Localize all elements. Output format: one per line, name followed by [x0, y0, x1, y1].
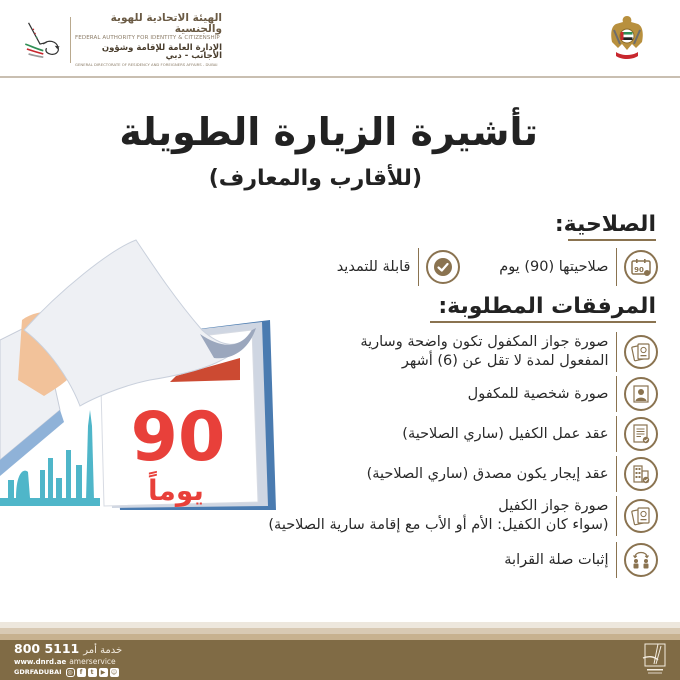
phone-number[interactable]: 800 5111 — [14, 641, 80, 656]
attachment-item-tenancy-contract — [367, 456, 658, 492]
checkmark-icon — [432, 256, 454, 278]
row-divider — [616, 248, 618, 286]
amer-service-ar: خدمة أمر — [83, 645, 123, 656]
svg-text:90: 90 — [634, 266, 644, 274]
attachment-item-kinship-proof — [504, 542, 658, 578]
validity-heading: الصلاحية: — [555, 212, 656, 237]
page-title: تأشيرة الزيارة الطويلة — [119, 110, 538, 154]
validity-extendable-text: قابلة للتمديد — [336, 258, 411, 275]
authority-name-ar: الهيئة الاتحادية للهوية والجنسية — [110, 12, 222, 35]
validity-item-duration — [499, 248, 658, 286]
social-handle: GDRFADUBAI — [14, 668, 62, 677]
authority-name-en: FEDERAL AUTHORITY FOR IDENTITY & CITIZENSHIP — [75, 35, 220, 42]
header-divider — [0, 76, 680, 78]
calendar-90-days-icon — [630, 256, 652, 278]
year-of-tolerance-logo-icon — [642, 642, 668, 678]
calendar-illustration — [0, 210, 290, 510]
instagram-icon[interactable]: ◎ — [67, 668, 73, 676]
contract-document-icon — [630, 423, 652, 445]
youtube-icon[interactable]: ▶ — [99, 668, 108, 677]
footer-stripes — [0, 622, 680, 640]
page-subtitle: (للأقارب والمعارف) — [208, 166, 422, 191]
building-icon — [630, 463, 652, 485]
row-divider — [616, 542, 618, 578]
directorate-name-en: GENERAL DIRECTORATE OF RESIDENCY AND FOREIGNERS AFFAIRS - DUBAI — [75, 61, 218, 67]
passport-icon — [630, 505, 652, 527]
attachment-item-sponsor-passport — [268, 496, 658, 536]
heading-underline — [568, 239, 656, 241]
days-number: 90 — [130, 398, 226, 477]
relationship-people-icon — [630, 549, 652, 571]
attachment-item-personal-photo — [468, 376, 658, 412]
attachment-text: عقد إيجار يكون مصدق (ساري الصلاحية) — [366, 465, 609, 482]
twitter-icon[interactable]: t — [88, 668, 97, 677]
passport-icon — [630, 341, 652, 363]
website-link[interactable]: www.dnrd.ae — [14, 658, 67, 666]
validity-item-extendable — [337, 248, 460, 286]
attachment-text: إثبات صلة القرابة — [504, 551, 609, 568]
attachment-text: عقد عمل الكفيل (ساري الصلاحية) — [402, 425, 609, 442]
row-divider — [616, 332, 618, 372]
attachment-item-employment-contract — [402, 416, 658, 452]
row-divider — [616, 496, 618, 536]
footer — [0, 640, 680, 680]
row-divider — [616, 456, 618, 492]
authority-name-block — [75, 13, 222, 66]
attachment-text: صورة شخصية للمكفول — [467, 385, 609, 402]
attachments-heading: المرفقات المطلوبة: — [438, 294, 656, 319]
row-divider — [616, 376, 618, 412]
header — [0, 0, 680, 78]
uae-emblem-icon — [608, 14, 646, 62]
amer-service-en: amerservice — [69, 657, 116, 666]
validity-duration-text: صلاحيتها (90) يوم — [499, 258, 609, 275]
falcon-logo-icon — [22, 15, 66, 65]
federal-authority-logo — [22, 14, 222, 66]
facebook-icon[interactable]: f — [77, 668, 86, 677]
row-divider — [418, 248, 420, 286]
attachment-text: صورة جواز المكفول تكون واضحة وسارية المفعول لمدة لا تقل عن (6) أشهر — [360, 334, 609, 369]
personal-photo-icon — [630, 383, 652, 405]
attachment-text: صورة جواز الكفيل (سواء كان الكفيل: الأم أو الأب مع إقامة سارية الصلاحية) — [268, 498, 609, 533]
logo-divider — [70, 17, 71, 63]
snapchat-icon[interactable]: ☺ — [110, 668, 118, 676]
heading-underline — [430, 321, 656, 323]
row-divider — [616, 416, 618, 452]
attachment-item-sponsored-passport — [360, 332, 658, 372]
days-label: يوماً — [148, 474, 204, 507]
contact-block — [14, 643, 122, 677]
directorate-name-ar: الإدارة العامة للإقامة وشؤون الأجانب - دبي — [101, 42, 222, 62]
